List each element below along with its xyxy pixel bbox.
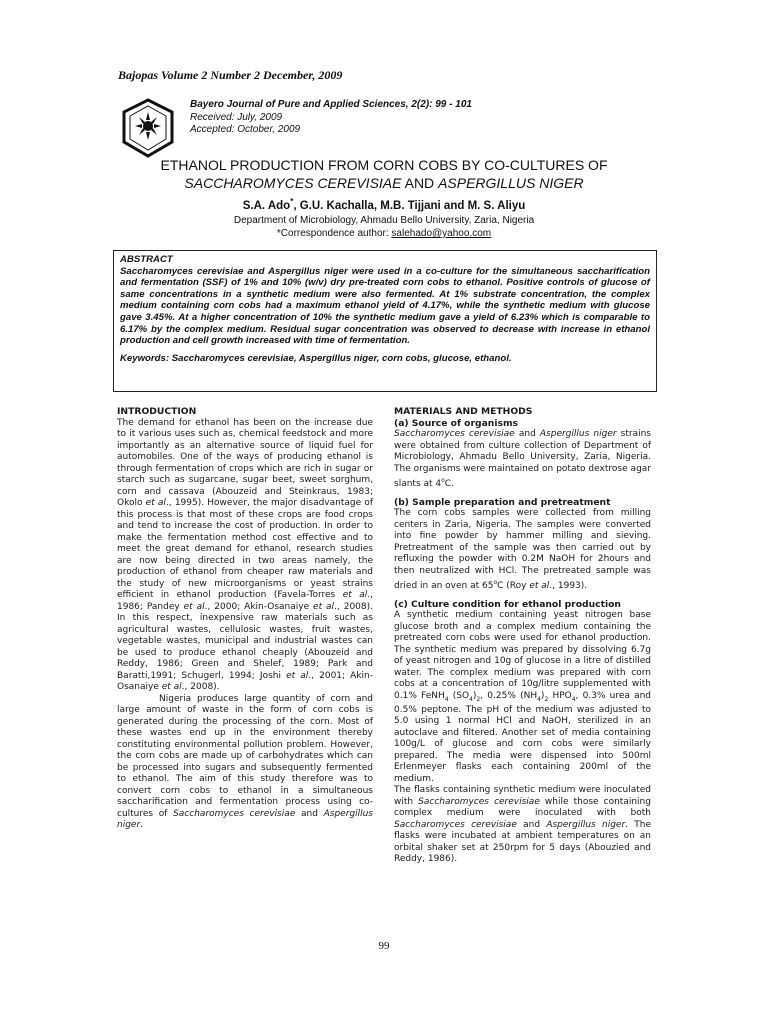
section-c-body-4: The flasks containing synthetic medium were inoculated with (394, 785, 651, 807)
et-al: et al (183, 601, 205, 612)
abstract-body: Saccharomyces cerevisiae and Aspergillus niger were used in a co-culture for the simultaneous saccharification and fermentation (SSF) of 1% and 10% (w/v) dry pre-treated corn cobs to ethanol. Positive controls of glucose of same concentrations in a synthetic medium were also fermented. At 1% substrate concentration, the complex medium containing corn cobs had a maximum ethanol yield of 4.17%, while the synthetic medium with glucose gave 3.45%. At a higher concentration of 10% the synthetic medium gave a yield of 6.23% which is comparable to 6.17% by the complex medium. Residual sugar concentration was observed to decrease with increase in ethanol production and cell growth increased with time of fermentation. (120, 265, 650, 347)
intro-paragraph-2 (117, 694, 373, 832)
author-1-marker: * (290, 197, 294, 206)
author-1: S.A. Ado (242, 199, 291, 212)
accepted-date: Accepted: October, 2009 (190, 124, 301, 135)
journal-logo-icon (120, 98, 176, 158)
subscript: 2 (544, 695, 549, 703)
intro-p1-text-b: ., 1995). However, the major disadvantage of this process is that most of these crops are food crops and tend to increase the cost of production. In order to make the fermentation method cost effective and to meet the great demand for ethanol, research studies are now being directed in two areas namely, the production of ethanol from cheaper raw materials and the study of new microorganisms or yeast strains efficient in ethanol production (Favela-Torres (117, 498, 373, 600)
abstract-keywords: Keywords: Saccharomyces cerevisiae, Aspergillus niger, corn cobs, glucose, ethanol. (120, 352, 512, 364)
intro-p1-text-e: ., 2008). In this respect, inexpensive raw materials such as agricultural wastes, cellulosic wastes, fruit wastes, vegetable wastes, municipal and industrial wastes can be used to produce ethanol cheaply (Abouzeid and Reddy, 1986; Green and Shelef, 1989; Park and Baratti,1991; Schugerl, 1994; Joshi (117, 601, 373, 681)
journal-volume-line: Bajopas Volume 2 Number 2 December, 2009 (118, 68, 343, 82)
et-al: et al (313, 601, 335, 612)
species-name: Saccharomyces cerevisiae (394, 819, 517, 830)
subscript: 4 (444, 695, 449, 703)
journal-info (190, 99, 472, 137)
section-c-text-2 (394, 785, 651, 866)
introduction-heading: INTRODUCTION (117, 406, 197, 417)
et-al: et al (342, 590, 368, 600)
formula-part: ) (540, 690, 545, 701)
section-b-heading: (b) Sample preparation and pretreatment (394, 496, 611, 508)
section-c-body: A synthetic medium containing yeast nitrogen base glucose broth and a complex medium containing the pretreated corn cobs were used for ethanol production. The synthetic medium was prepared by dissolving 6.7g of yeast nitrogen and 10g of glucose in a litre of distilled water. The complex medium was prepared with corn cobs at a concentration of 10g/litre supplemented with 0.1% FeNH (394, 610, 651, 701)
abstract-box (113, 250, 657, 392)
intro-paragraph-1 (117, 418, 373, 694)
species-name: Saccharomyces cerevisiae (173, 808, 296, 819)
degree-symbol: o (493, 579, 498, 586)
section-c-body-3: , 0.3% urea and 0.5% peptone. The pH of the medium was adjusted to 5.0 using 1 normal HCl and NaOH, sterilized in an autoclave and filtered. Another set of media containing 100g/L of glucose and corn cobs were similarly prepared. The media were dispensed into 500ml Erlenmeyer flasks each containing 200ml of the medium. (394, 690, 652, 784)
subscript: 4 (537, 695, 541, 703)
author-list (130, 197, 638, 212)
section-c-heading: (c) Culture condition for ethanol production (394, 598, 621, 610)
intro-p1-text-a: The demand for ethanol has been on the increase due to it various uses such as, chemical feedstock and more importantly as an alternative source of liquid fuel for automobiles. One of the ways of producing ethanol is through fermentation of crops which are rich in sugar or starch such as sugarcane, sugar beet, sweet sorghum, corn and cassava (Abouzeid and Steinkraus, 1983; Okolo (117, 417, 373, 508)
title-line-2 (130, 174, 638, 192)
et-al: et al (286, 670, 309, 681)
intro-p1-text-f: ., 2001; Akin-Osanaiye (117, 670, 374, 692)
section-c-body-2: , 0.25% (NH (480, 690, 538, 701)
section-c-text (394, 610, 651, 785)
section-b-body-3: ., 1993). (549, 581, 588, 591)
received-date: Received: July, 2009 (190, 111, 283, 123)
section-b-body-2: C (Roy (497, 581, 530, 591)
species-name: Aspergillus niger (117, 808, 373, 830)
other-authors: , G.U. Kachalla, M.B. Tijjani and M. S. Aliyu (293, 199, 526, 212)
et-al: et al (529, 581, 550, 591)
journal-name: Bayero Journal of Pure and Applied Sciences, 2(2): 99 - 101 (190, 99, 472, 110)
section-a-body: strains were obtained from culture collection of Department of Microbiology, Ahmadu Bello University, Zaria, Nigeria. The organisms were maintained on potato dextrose agar slants at 4 (394, 429, 651, 489)
species-name: Saccharomyces cerevisiae (394, 429, 515, 439)
abstract-heading: ABSTRACT (120, 254, 173, 265)
title-line-1: ETHANOL PRODUCTION FROM CORN COBS BY CO-CULTURES OF (160, 157, 608, 173)
species-name: Saccharomyces cerevisiae (418, 796, 540, 807)
correspondence (130, 227, 638, 240)
section-a-and: and (514, 429, 540, 439)
correspondence-label: *Correspondence author: (276, 228, 392, 239)
title-species-2: ASPERGILLUS NIGER (438, 175, 584, 191)
department: Department of Microbiology, Ahmadu Bello University, Zaria, Nigeria (233, 215, 535, 226)
degree-symbol: o (441, 477, 445, 484)
methods-heading: MATERIALS AND METHODS (394, 406, 533, 417)
title-species-1: SACCHAROMYCES CEREVISIAE (184, 175, 402, 191)
affiliation (130, 214, 638, 240)
title-and: AND (401, 175, 439, 191)
intro-p1-text-c: ., 1986; Pandey (117, 590, 373, 612)
formula-part: HPO (548, 690, 572, 701)
species-name: Aspergillus niger (546, 819, 626, 830)
section-a-text (394, 429, 651, 491)
paper-title (130, 156, 638, 192)
subscript: 4 (571, 695, 576, 703)
subscript: 4 (469, 695, 473, 703)
intro-p2-end: . (140, 820, 144, 830)
left-column (117, 406, 373, 832)
subscript: 2 (476, 695, 481, 703)
section-c-body-5: while those containing complex medium were inoculated with both (394, 796, 651, 819)
et-al: et al (145, 498, 166, 508)
intro-p2-and: and (295, 808, 324, 819)
page-number: 99 (378, 940, 390, 952)
section-a-heading: (a) Source of organisms (394, 417, 518, 429)
section-b-text (394, 508, 651, 593)
section-c-and: and (516, 819, 547, 830)
formula-part: (SO (448, 690, 470, 701)
section-b-body: The corn cobs samples were collected from milling centers in Zaria, Nigeria. The samples were converted into fine powder by hammer milling and sieving. Pretreatment of the sample was then carried out by refluxing the powder with 0.2M NaOH for 2hours and then neutralized with HCl. The pretreated sample was dried in an oven at 65 (394, 508, 651, 591)
intro-p1-text-d: ., 2000; Akin-Osanaiye (204, 601, 314, 612)
intro-p2-text: Nigeria produces large quantity of corn and large amount of waste in the form of corn cobs is generated during the processing of the corn. Most of these wastes end up in the environment thereby constituting environmental pollution problem. However, the corn cobs are made up of carbohydrates which can be processed into sugars and subsequently fermented to ethanol. The aim of this study therefore was to convert corn cobs to ethanol in a simultaneous saccharification and fermentation process using co-cultures of (117, 693, 373, 819)
correspondence-email-link[interactable]: salehado@yahoo.com (391, 228, 492, 239)
intro-p1-text-g: ., 2008). (181, 682, 220, 692)
et-al: et al (161, 682, 182, 692)
formula-part: ) (472, 690, 477, 701)
species-name: Aspergillus niger (539, 429, 617, 439)
right-column (394, 406, 651, 866)
section-c-body-6: . The flasks were incubated at ambient temperatures on an orbital shaker set at 250rpm for 5 days (Abouzied and Reddy, 1986). (394, 819, 652, 865)
section-a-end: C. (444, 479, 454, 489)
